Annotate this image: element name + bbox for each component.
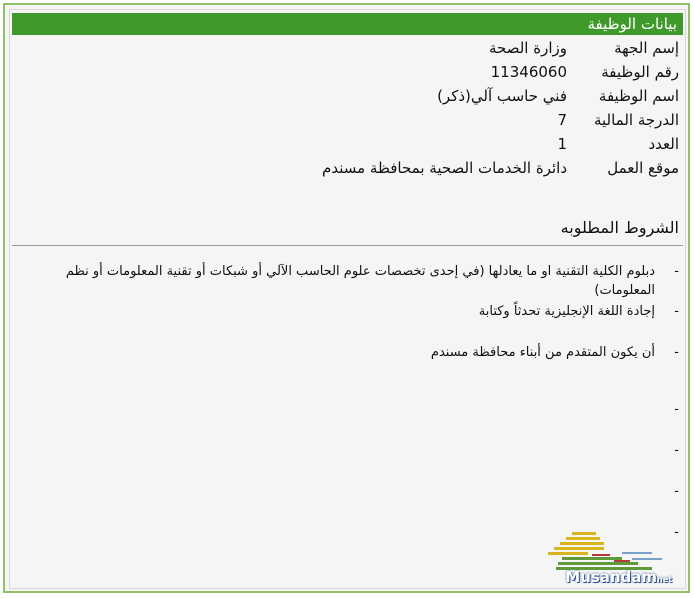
bullet-dash: -	[674, 304, 679, 319]
detail-value: دائرة الخدمات الصحية بمحافظة مسندم	[322, 159, 567, 177]
detail-label: موقع العمل	[607, 159, 679, 177]
detail-label: الدرجة المالية	[593, 111, 679, 129]
detail-value: 11346060	[490, 63, 567, 81]
musandam-logo	[532, 524, 682, 586]
empty-bullet-dash: -	[674, 484, 679, 499]
detail-value: 1	[557, 135, 567, 153]
detail-row-work-location	[10, 156, 685, 180]
requirement-text: دبلوم الكلية التقنية او ما يعادلها (في إحدى تخصصات علوم الحاسب الآلي أو شبكات أو تقنية المعلومات أو نظم المعلومات)	[65, 264, 655, 298]
detail-value: فني حاسب آلي(ذكر)	[437, 87, 567, 105]
detail-label: العدد	[648, 135, 679, 153]
content-panel	[9, 9, 686, 589]
section-divider	[12, 245, 683, 246]
detail-row-entity	[10, 36, 685, 60]
requirements-title: الشروط المطلوبه	[560, 218, 679, 237]
detail-value: 7	[557, 111, 567, 129]
logo-text: Musandamnet	[565, 568, 672, 586]
empty-bullet-dash: -	[674, 443, 679, 458]
bullet-dash: -	[674, 264, 679, 279]
detail-label: اسم الوظيفة	[598, 87, 679, 105]
detail-row-count	[10, 132, 685, 156]
detail-row-grade	[10, 108, 685, 132]
requirement-item	[39, 302, 679, 321]
detail-label: إسم الجهة	[614, 39, 679, 57]
requirement-text: إجادة اللغة الإنجليزية تحدثاً وكتابة	[478, 304, 655, 319]
requirement-item	[39, 343, 679, 362]
detail-value: وزارة الصحة	[489, 39, 567, 57]
section-header-job-data: بيانات الوظيفة	[12, 13, 683, 35]
requirement-item	[39, 262, 679, 300]
empty-bullet-dash: -	[674, 402, 679, 417]
empty-bullet-dash: -	[674, 525, 679, 540]
detail-row-job-title	[10, 84, 685, 108]
bullet-dash: -	[674, 345, 679, 360]
detail-row-job-number	[10, 60, 685, 84]
detail-label: رقم الوظيفة	[601, 63, 679, 81]
requirement-text: أن يكون المتقدم من أبناء محافظة مسندم	[430, 345, 655, 360]
